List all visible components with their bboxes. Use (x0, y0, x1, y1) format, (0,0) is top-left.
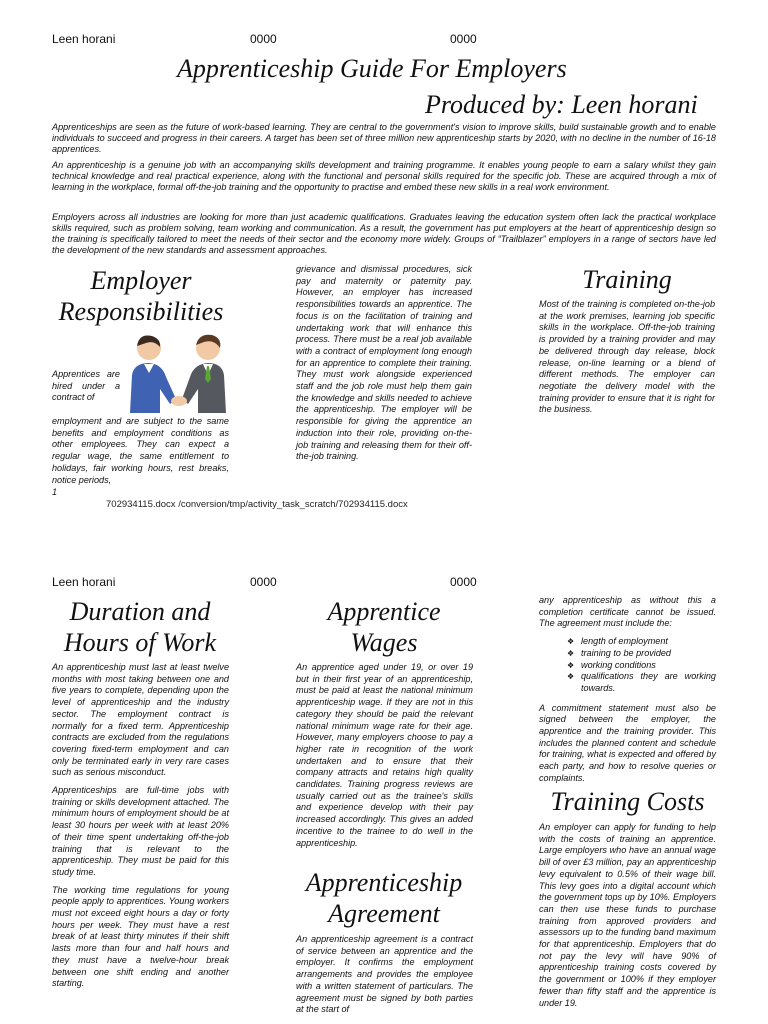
training-costs-text: An employer can apply for funding to help with the costs of training an apprentice. Large employers who have an annual wage bill of over £3 million, pay an apprenticeship levy equivalent to 0.5% of their wage bill. This levy goes into a digital account which the government tops up by 10%. Employers can then use these funds to purchase training from approved providers and assessors up to the funding band maximum for that apprenticeship. Employers that do not pay the levy will have 90% of apprenticeship training costs covered by the government or 100% if they employer fewer than fifty staff and the apprentice is under 19. (539, 822, 716, 1008)
agreement-list (539, 636, 716, 695)
header-code-2: 0000 (450, 32, 477, 46)
wages-heading: Apprentice Wages (327, 597, 441, 657)
commitment-text: A commitment statement must also be signed between the employer, the apprentice and the training provider. This includes the planned content and schedule for training, what is expected and offered by each party, and how to resolve queries or complaints. (539, 702, 716, 783)
page2-header-code-2: 0000 (450, 575, 477, 589)
agreement-text: An apprenticeship agreement is a contract of service between an apprentice and the employer. It confirms the employment arrangements and provides the employee with a written statement of particulars. The agreement must be signed by both parties at the start of (296, 934, 473, 1015)
employer-text-narrow: Apprentices are hired under a contract of (52, 369, 120, 403)
training-text: Most of the training is completed on-the-job at the work premises, learning job specific skills in the workplace. Off-the-job training is provided by a training provider and may be delivered through day release, block release, on-line learning or a blend of different methods. The employer can negotiate the delivery model with the training provider to ensure that it is right for the business. (539, 299, 715, 415)
document-subtitle: Produced by: Leen horani (425, 90, 698, 119)
list-item: ❖ training to be provided (567, 648, 716, 660)
intro-paragraph-3: Employers across all industries are looking for more than just academic qualifications. Graduates leaving the education system often lack the practical workplace skills required, such as problem solving, team working and communication. As a result, the government has put employers at the heart of apprenticeship design so the training is specifically tailored to meet the needs of their sector and the economy more widely. Groups of “Trailblazer” employers in a range of sectors have led the development of the new standards and assessment approaches. (52, 212, 716, 255)
page2-header-author: Leen horani (52, 575, 116, 589)
document-footer-path: 702934115.docx /conversion/tmp/activity_task_scratch/702934115.docx (106, 499, 408, 510)
document-title: Apprenticeship Guide For Employers (177, 54, 567, 83)
agreement-intro: any apprenticeship as without this a completion certificate cannot be issued. The agreement must include the: (539, 595, 716, 629)
header-code-1: 0000 (250, 32, 277, 46)
intro-paragraph-2: An apprenticeship is a genuine job with an accompanying skills development and training programme. It enables young people to earn a salary whilst they gain technical knowledge and real practical experience, along with the functional and personal skills required for the specific job. These are acquired through a mix of learning in the workplace, formal off-the-job training and the opportunity to practise and embed these new skills in a real work environment. (52, 160, 716, 192)
list-item: ❖ qualifications they are working towards. (567, 671, 716, 694)
agreement-continued-text (539, 595, 716, 791)
page2-header-code-1: 0000 (250, 575, 277, 589)
agreement-heading: Apprenticeship Agreement (305, 868, 463, 928)
responsibilities-continued-text: grievance and dismissal procedures, sick pay and maternity or paternity pay. However, an employer has increased responsibilities towards an apprentice. The focus is on the facilitation of training and undertaking work that will enhance this process. There must be a real job available with a contract of employment long enough for an apprentice to complete their training. They must work alongside experienced staff and the job role must help them gain the knowledge and skills needed to achieve the apprenticeship. The employer will be responsible for giving the apprentice an induction into their role, providing on-the-job training and releasing them for their off-the-job training. (296, 264, 472, 462)
list-item: ❖ working conditions (567, 660, 716, 672)
list-item: ❖ length of employment (567, 636, 716, 648)
training-heading: Training (582, 265, 672, 294)
handshake-illustration (124, 333, 232, 413)
wages-text: An apprentice aged under 19, or over 19 but in their first year of an apprenticeship, must be paid at least the national minimum apprenticeship wage. If they are not in this category they should be paid the relevant national minimum wage rate for their age. However, many employers choose to pay a higher rate in recognition of the work undertaken and to ensure that their company attracts and retains high quality candidates. Training progress reviews are usually carried out as the trainee's skills and experience develop with their pay increased accordingly. This gives an added incentive to the trainee to do well in the apprenticeship. (296, 662, 473, 848)
employer-responsibilities-heading: Employer Responsibilities (58, 266, 224, 326)
duration-paragraph: Apprenticeships are full-time jobs with training or skills development attached. The minimum hours of employment should be at least 30 hours per week with at least 20% of their time spent undertaking off-the-job training that is relevant to the apprenticeship. They must be paid for this study time. (52, 785, 229, 877)
employer-text-wide: employment and are subject to the same benefits and employment conditions as other employees. They can expect a regular wage, the same entitlement to holidays, fair working hours, rest breaks, notice periods, (52, 416, 229, 485)
duration-heading: Duration and Hours of Work (63, 597, 217, 657)
duration-text (52, 662, 229, 996)
header-author: Leen horani (52, 32, 116, 46)
duration-paragraph: An apprenticeship must last at least twelve months with most taking between one and five years to complete, depending upon the level of apprenticeship and the industry sector. The employment contract is normally for a fixed term. Apprenticeship contracts are excluded from the regulations covering fixed-term employment and can only be terminated early in very rare cases such as serious misconduct. (52, 662, 229, 778)
page-number: 1 (52, 487, 58, 497)
training-costs-heading: Training Costs (550, 787, 705, 816)
duration-paragraph: The working time regulations for young people apply to apprentices. Young workers must not exceed eight hours a day or forty hours per week. They must have a rest break of at least thirty minutes if their shift lasts more than four and half hours and they must have a twelve-hour break between one shift ending and another starting. (52, 884, 229, 989)
intro-paragraph-1: Apprenticeships are seen as the future of work-based learning. They are central to the government's vision to improve skills, build sustainable growth and to enable individuals to succeed and progress in their careers. A target has been set of three million new apprenticeship starts by 2020, with no decline in the number of 16-18 apprentices. (52, 122, 716, 154)
